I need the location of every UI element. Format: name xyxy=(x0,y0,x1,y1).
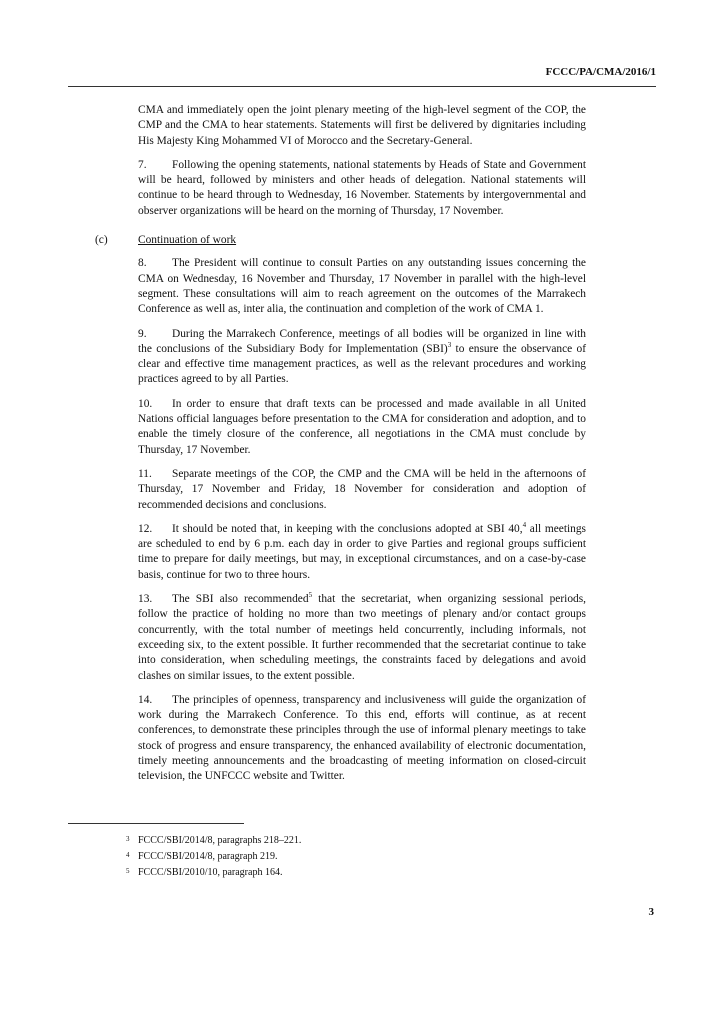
footnote-ref-3[interactable]: 3 xyxy=(447,341,452,350)
paragraph-14 xyxy=(138,693,586,785)
paragraph-number: 9. xyxy=(138,327,147,340)
document-body xyxy=(95,103,586,794)
paragraph-number: 11. xyxy=(138,467,152,480)
footnote-number: 4 xyxy=(126,851,130,859)
footnote-4 xyxy=(126,848,301,864)
paragraph-text: to ensure the observance of clear and effective time management practices, as well as the relevant procedures and working practices agreed to by all Parties. xyxy=(138,342,586,386)
footnote-divider xyxy=(68,823,244,824)
paragraph-number: 10. xyxy=(138,397,153,410)
paragraph-13 xyxy=(138,592,586,684)
paragraph-text: that the secretariat, when organizing sessional periods, follow the practice of holding no more than two meetings of plenary and/or contact groups concurrently, with the total number of meetings held concurrently, including informals, not exceeding six, to the extent possible. It further recommended that the secretariat continue to take into consideration, when scheduling meetings, the constraints faced by delegations and avoid clashes on similar issues, to the extent possible. xyxy=(138,593,586,682)
paragraph-text: all meetings are scheduled to end by 6 p.m. each day in order to give Parties and regional groups sufficient time to prepare for daily meetings, but may, in exceptional circumstances, and on a case-by-case basis, continue for two to three hours. xyxy=(138,522,586,581)
paragraph-text: The principles of openness, transparency and inclusiveness will guide the organization of work during the Marrakech Conference. To this end, efforts will continue, as at recent conferences, to demonstrate these principles through the use of informal plenary meetings to take stock of progress and ensure transparency, the enhanced availability of electronic documentation, timely meeting announcements and the broadcasting of meeting information on closed-circuit television, the UNFCCC website and Twitter. xyxy=(138,693,586,783)
paragraph-number: 12. xyxy=(138,522,153,535)
footnote-ref-5[interactable]: 5 xyxy=(308,591,313,600)
paragraph-text: In order to ensure that draft texts can be processed and made available in all United Nations official languages before presentation to the CMA for consideration and adoption, and to enable the timely closure of the conference, all negotiations in the CMA must conclude by Thursday, 17 November. xyxy=(138,397,586,456)
section-title: Continuation of work xyxy=(138,234,237,247)
section-heading xyxy=(95,233,586,248)
paragraph-text: Separate meetings of the COP, the CMP and the CMA will be held in the afternoons of Thursday, 17 November and Friday, 18 November for consideration and adoption of recommended decisions and conclusions. xyxy=(138,467,586,511)
paragraph-text: Following the opening statements, national statements by Heads of State and Government will be heard, followed by ministers and other heads of delegation. National statements will continue to be heard through to Wednesday, 16 November. Statements by intergovernmental and observer organizations will be heard on the morning of Thursday, 17 November. xyxy=(138,158,586,217)
footnote-text: FCCC/SBI/2010/10, paragraph 164. xyxy=(138,867,283,878)
paragraph-8 xyxy=(138,256,586,317)
paragraph-text: During the Marrakech Conference, meetings of all bodies will be organized in line with the conclusions of the Subsidiary Body for Implementation (SBI) xyxy=(138,327,586,355)
footnotes xyxy=(126,832,301,880)
footnote-number: 3 xyxy=(126,835,130,843)
paragraph-10 xyxy=(138,397,586,458)
footnote-3 xyxy=(126,832,301,848)
paragraph-number: 8. xyxy=(138,257,147,270)
paragraph-text: CMA and immediately open the joint plenary meeting of the high-level segment of the COP, the CMP and the CMA to hear statements. Statements will first be delivered by dignitaries including His Majesty King Mohammed VI of Morocco and the Secretary-General. xyxy=(138,104,586,147)
document-symbol: FCCC/PA/CMA/2016/1 xyxy=(545,66,656,78)
footnote-number: 5 xyxy=(126,867,130,875)
paragraph-11 xyxy=(138,467,586,513)
footnote-ref-4[interactable]: 4 xyxy=(522,521,527,530)
footnote-text: FCCC/SBI/2014/8, paragraph 219. xyxy=(138,851,278,862)
paragraph-7 xyxy=(138,158,586,219)
paragraph-text: It should be noted that, in keeping with the conclusions adopted at SBI 40, xyxy=(172,522,523,535)
header-divider xyxy=(68,86,656,87)
paragraph-text: The SBI also recommended xyxy=(172,593,309,606)
footnote-5 xyxy=(126,864,301,880)
paragraph-12 xyxy=(138,522,586,583)
paragraph-number: 7. xyxy=(138,158,147,171)
paragraph-number: 13. xyxy=(138,593,153,606)
paragraph-text: The President will continue to consult Parties on any outstanding issues concerning the CMA on Wednesday, 16 November and Thursday, 17 November in parallel with the high-level segment. These consultations will aim to reach agreement on the outcomes of the Marrakech Conference as well as, inter alia, the continuation and completion of the work of CMA 1. xyxy=(138,257,586,316)
paragraph-continuation xyxy=(138,103,586,149)
section-label: (c) xyxy=(95,234,108,247)
paragraph-9 xyxy=(138,327,586,388)
paragraph-number: 14. xyxy=(138,693,153,706)
page-number: 3 xyxy=(648,906,654,918)
footnote-text: FCCC/SBI/2014/8, paragraphs 218–221. xyxy=(138,835,302,846)
